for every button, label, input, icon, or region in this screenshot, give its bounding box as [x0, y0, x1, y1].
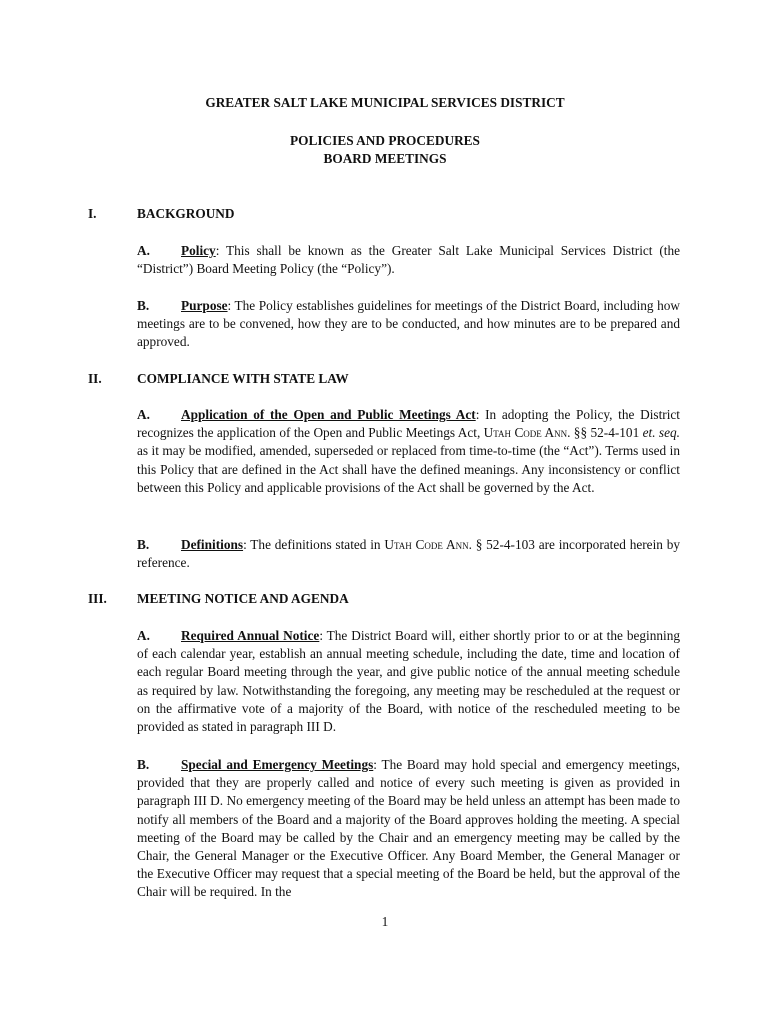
para-heading: Policy [181, 243, 216, 258]
section-3-para-b [137, 756, 680, 902]
section-2-number: II. [88, 371, 102, 386]
statute-citation: Utah Code Ann. [483, 425, 571, 441]
para-text: : The District Board will, either shortly prior to or at the beginning of each calendar year, establish an annual meeting schedule, including the date, time and location of each regular Board meeting through the year, and give public notice of the annual meeting schedule as required by law. Notwithstanding the foregoing, any meeting may be rescheduled at the request or on the affirmative vote of a majority of the Board, with notice of the rescheduled meeting to be provided as stated in paragraph III D. [137, 628, 681, 735]
section-1-title: BACKGROUND [137, 206, 235, 221]
para-label: A. [137, 407, 150, 422]
org-title: GREATER SALT LAKE MUNICIPAL SERVICES DISTRICT [205, 95, 565, 110]
para-heading: Required Annual Notice [181, 628, 320, 643]
para-text: : The Board may hold special and emergency meetings, provided that they are properly called and notice of every such meeting is given as provided in paragraph III D. No emergency meeting of the Board may be held unless an attempt has been made to notify all members of the Board and a majority of the Board approves holding the meeting. A special meeting of the Board may be called by the Chair and an emergency meeting may be called by the Chair, the General Manager or the Executive Officer. Any Board Member, the General Manager or the Executive Officer may request that a special meeting of the Board be held, but the approval of the Chair will be required. In the [137, 757, 681, 900]
para-text: : The Policy establishes guidelines for meetings of the District Board, including how meetings are to be convened, how they are to be conducted, and how minutes are to be prepared and approved. [137, 298, 680, 350]
statute-citation: Utah Code Ann. [384, 537, 472, 552]
para-heading: Definitions [181, 537, 244, 552]
section-1-number: I. [88, 206, 97, 221]
para-text: : This shall be known as the Greater Salt Lake Municipal Services District (the “District”) Board Meeting Policy (the “Policy”). [137, 243, 680, 277]
para-heading: Purpose [181, 298, 228, 313]
section-1-para-a [137, 242, 680, 278]
para-label: B. [137, 537, 150, 552]
section-3-number: III. [88, 591, 107, 606]
para-text: § 52-4-103 are incorporated herein by reference. [137, 537, 681, 571]
section-2-title: COMPLIANCE WITH STATE LAW [137, 371, 349, 386]
page-number: 1 [381, 914, 389, 929]
doc-title-line2: BOARD MEETINGS [323, 151, 447, 166]
section-3-title: MEETING NOTICE AND AGENDA [137, 591, 349, 606]
section-2-para-b [137, 536, 680, 572]
section-3-para-a [137, 627, 680, 736]
para-label: A. [137, 243, 150, 258]
et-seq: et. seq. [642, 425, 680, 441]
section-1-para-b [137, 297, 680, 352]
para-heading: Special and Emergency Meetings [181, 757, 374, 772]
para-text: §§ 52-4-101 [570, 425, 643, 441]
para-label: A. [137, 628, 150, 643]
doc-title-line1: POLICIES AND PROCEDURES [290, 133, 480, 148]
section-2-para-a [137, 406, 680, 497]
para-text: as it may be modified, amended, superseded or replaced from time-to-time (the “Act”). Terms used in this Policy that are defined in the Act shall have the defined meanings. Any inconsistency or conflict between this Policy and applicable provisions of the Act shall be governed by the Act. [137, 443, 680, 495]
para-label: B. [137, 757, 150, 772]
para-text: : In adopting the Policy, the District recognizes the application of the Open and Public Meetings Act, [137, 407, 680, 441]
para-heading: Application of the Open and Public Meetings Act [181, 407, 476, 422]
para-label: B. [137, 298, 150, 313]
para-text: : The definitions stated in [243, 537, 385, 552]
